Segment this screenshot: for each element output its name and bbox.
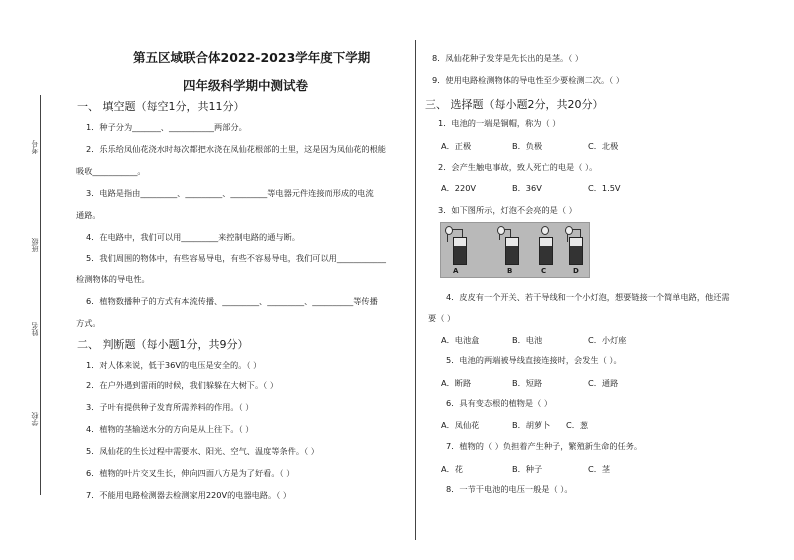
column-divider (415, 40, 416, 540)
choice-option: A．断路 (441, 378, 472, 388)
choice-option: A．电池盒 (441, 335, 480, 345)
choice-question: 7．植物的（ ）负担着产生种子，繁殖新生命的任务。 (446, 441, 643, 451)
sec1-line: 1．种子分为_______、___________两部分。 (86, 122, 247, 132)
sec2-line-8: 8．凤仙花种子发芽是先长出的是茎。（ ） (432, 53, 584, 63)
choice-option: B．36V (512, 183, 542, 193)
battery-icon (569, 237, 583, 265)
bulb-icon (497, 226, 505, 235)
section-2-heading: 二、 判断题（每小题1分，共9分） (77, 338, 249, 351)
battery-icon (539, 237, 553, 265)
sec2-line: 3．子叶有提供种子发育所需养料的作用。（ ） (86, 402, 254, 412)
sec2-line: 5．凤仙花的生长过程中需要水、阳光、空气、温度等条件。（ ） (86, 446, 319, 456)
sec1-line: 检测物体的导电性。 (76, 274, 150, 284)
choice-option: C．通路 (588, 378, 619, 388)
page-title: 第五区域联合体2022-2023学年度下学期 (133, 50, 371, 65)
sec2-line: 1．对人体来说，低于36V的电压是安全的。（ ） (86, 360, 262, 370)
diagram-label: D (573, 267, 579, 275)
choice-option: C．茎 (588, 464, 611, 474)
choice-option: C．葱 (566, 420, 589, 430)
sec1-line: 方式。 (76, 318, 101, 328)
binding-line (40, 95, 41, 495)
sec2-line: 6．植物的叶片交叉生长，伸向四面八方是为了好看。（ ） (86, 468, 295, 478)
binding-label-name: 姓名 (31, 322, 39, 336)
diagram-label: A (453, 267, 459, 275)
battery-icon (453, 237, 467, 265)
sec1-line: 4．在电路中，我们可以用_________来控制电路的通与断。 (86, 232, 300, 242)
choice-question: 5．电池的两端被导线直接连接时，会发生（ ）。 (446, 355, 622, 365)
choice-question: 1．电池的一端是铜帽，称为（ ） (438, 118, 561, 128)
sec1-line: 2．乐乐给凤仙花浇水时每次都把水浇在凤仙花根部的土里，这是因为凤仙花的根能 (86, 144, 386, 154)
choice-question: 2．会产生触电事故，致人死亡的电是（ ）。 (438, 162, 598, 172)
choice-option: B．种子 (512, 464, 543, 474)
choice-question: 4．皮皮有一个开关、若干导线和一个小灯泡，想要链接一个简单电路，他还需 (446, 292, 730, 302)
choice-option: B．短路 (512, 378, 543, 388)
sec2-line: 2．在户外遇到雷雨的时候，我们躲躲在大树下。（ ） (86, 380, 279, 390)
sec1-line: 3．电路是指由_________、_________、_________等电器元件连接而形成的电流 (86, 188, 374, 198)
battery-icon (505, 237, 519, 265)
diagram-label: B (507, 267, 513, 275)
sec1-line: 6．植物数播种子的方式有本流传播、_________、_________、__________等传播 (86, 296, 378, 306)
sec2-line: 4．植物的茎输送水分的方向是从上往下。（ ） (86, 424, 254, 434)
choice-question: 3．如下图所示，灯泡不会亮的是（ ） (438, 205, 577, 215)
sec2-line-9: 9．使用电路检测物体的导电性至少要检测二次。（ ） (432, 75, 625, 85)
page-subtitle: 四年级科学期中测试卷 (183, 78, 309, 93)
binding-label-school: 学校 (31, 412, 39, 426)
binding-label-exam-no: 考号 (31, 140, 39, 154)
choice-option: B．负极 (512, 141, 543, 151)
circuit-diagram (440, 222, 590, 278)
diagram-label: C (541, 267, 547, 275)
bulb-icon (445, 226, 453, 235)
sec2-line: 7．不能用电路检测器去检测家用220V的电器电路。（ ） (86, 490, 292, 500)
sec1-line: 吸收___________。 (76, 166, 146, 176)
choice-question-cont: 要（ ） (428, 313, 456, 323)
choice-question: 6．具有变态根的植物是（ ） (446, 398, 553, 408)
section-3-heading: 三、 选择题（每小题2分，共20分） (425, 98, 604, 111)
section-1-heading: 一、 填空题（每空1分，共11分） (77, 100, 245, 113)
bulb-icon (541, 226, 549, 235)
choice-option: A．花 (441, 464, 463, 474)
sec1-line: 通路。 (76, 210, 101, 220)
sec1-line: 5．我们周围的物体中，有些容易导电，有些不容易导电，我们可以用____________ (86, 253, 386, 263)
choice-option: A．220V (441, 183, 477, 193)
choice-option: A．正极 (441, 141, 472, 151)
choice-option: B．胡萝卜 (512, 420, 551, 430)
binding-label-class: 班级 (31, 238, 39, 252)
choice-option: C．北极 (588, 141, 619, 151)
bulb-icon (565, 226, 573, 235)
choice-option: B．电池 (512, 335, 543, 345)
choice-option: C．1.5V (588, 183, 621, 193)
choice-option: A．凤仙花 (441, 420, 480, 430)
choice-question: 8．一节干电池的电压一般是（ ）。 (446, 484, 573, 494)
choice-option: C．小灯座 (588, 335, 627, 345)
